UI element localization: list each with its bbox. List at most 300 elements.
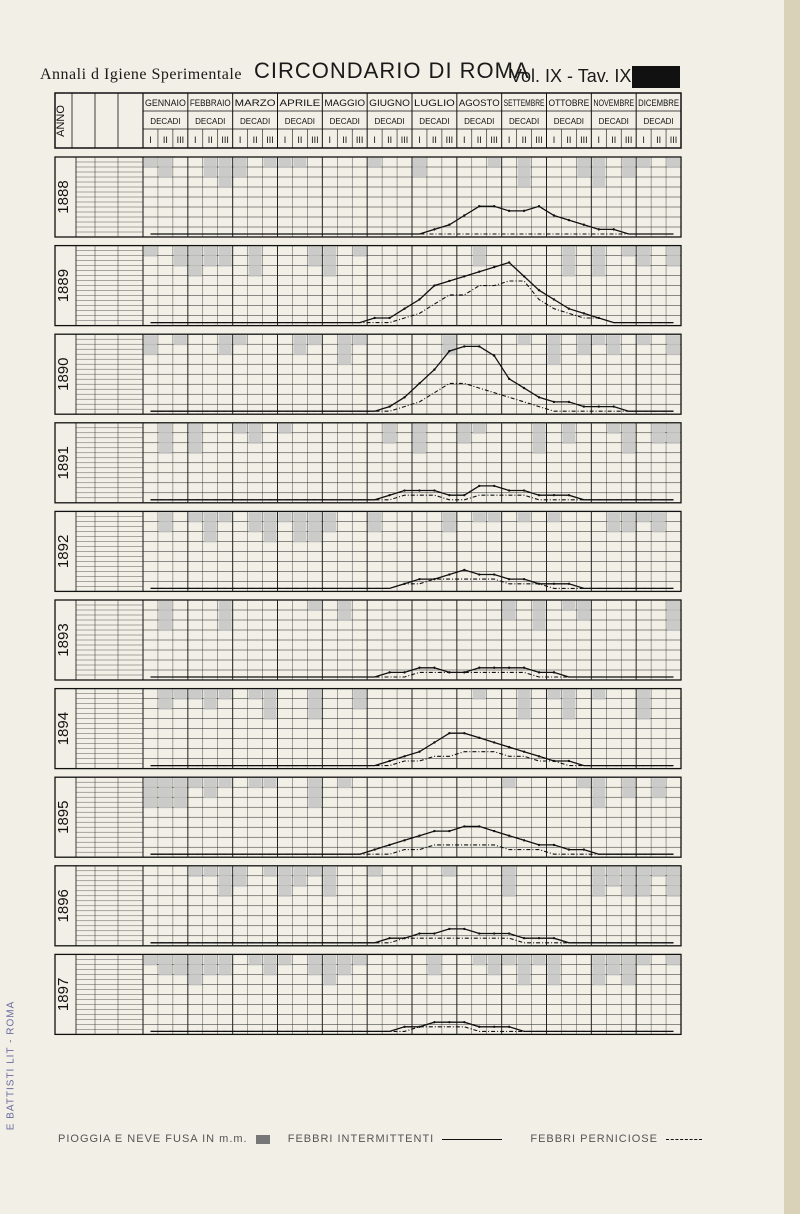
rain-bar [637,247,650,267]
year-label: 1889 [54,268,72,303]
rain-bar [607,512,620,532]
rain-bar [249,778,262,788]
rain-bar [279,424,292,434]
month-header-11: NOVEMBRE [593,98,635,108]
intermittent-point [448,671,450,673]
rain-bar [249,247,262,277]
printer-credit: E BATTISTI LIT - ROMA [5,1000,17,1131]
month-header-7: LUGLIO [414,98,455,108]
month-header-8: AGOSTO [458,98,500,108]
intermittent-point [433,667,435,669]
intermittent-point [493,355,495,357]
rain-bar [652,424,665,444]
anno-header: ANNO [55,105,67,137]
intermittent-point [538,205,540,207]
rain-bar [189,690,202,700]
intermittent-point [523,387,525,389]
intermittent-point [613,405,615,407]
rain-bar [323,867,336,897]
intermittent-point [508,835,510,837]
intermittent-point [583,224,585,226]
rain-bar [174,955,187,975]
rain-bar [533,424,546,454]
intermittent-point [538,755,540,757]
intermittent-point [388,760,390,762]
rain-bar [443,512,456,532]
legend-rain-swatch [256,1135,270,1144]
intermittent-point [538,844,540,846]
rain-bar [249,424,262,444]
rain-bar [264,778,277,788]
decade-numeral: II [656,135,662,145]
rain-bar [503,955,516,965]
year-label: 1888 [54,180,72,214]
decadi-header: DECADI [553,117,585,126]
rain-bar [503,601,516,621]
intermittent-point [523,578,525,580]
decadi-header: DECADI [374,117,405,126]
intermittent-point [418,578,420,580]
intermittent-point [478,271,480,273]
intermittent-point [388,671,390,673]
decade-numeral: II [611,135,617,145]
intermittent-point [433,932,435,934]
rain-bar [637,512,650,522]
journal-title: Annali d Igiene Sperimentale [40,66,242,83]
decadi-header: DECADI [419,117,450,126]
rain-bar [159,158,172,178]
rain-bar [174,690,187,700]
year-panel-1892 [55,511,681,591]
intermittent-point [403,671,405,673]
intermittent-point [463,569,465,571]
legend [58,1133,702,1145]
intermittent-point [598,317,600,319]
rain-bar [592,955,605,985]
decade-numeral: I [597,135,601,145]
month-header-10: OTTOBRE [548,98,590,108]
intermittent-point [403,308,405,310]
rain-bar [577,158,590,178]
rain-bar [249,690,262,700]
rain-bar [219,955,232,975]
rain-bar [577,335,590,355]
rain-bar [622,778,635,798]
decade-numeral: I [552,135,556,145]
intermittent-point [373,317,375,319]
intermittent-point [433,284,435,286]
year-label: 1890 [54,357,72,391]
intermittent-point [553,671,555,673]
year-label: 1894 [54,711,72,746]
decade-numeral: I [149,135,152,145]
intermittent-point [478,1026,480,1028]
decade-numeral: II [162,135,168,145]
rain-bar [622,158,635,178]
intermittent-point [433,489,435,491]
rain-bar [607,867,620,887]
rain-bar [637,158,650,168]
month-header-9: SETTEMBRE [503,98,545,108]
intermittent-point [478,205,480,207]
month-header-2: FEBBRAIO [189,98,231,108]
rain-bar [308,778,321,808]
intermittent-point [523,937,525,939]
rain-bar [503,867,516,897]
intermittent-point [508,578,510,580]
year-label: 1895 [54,800,72,834]
decade-numeral: III [221,135,229,145]
intermittent-point [463,825,465,827]
rain-bar [204,690,217,710]
rain-bar [308,601,321,611]
legend-intermittent-line [442,1139,502,1140]
decade-numeral: I [642,135,645,145]
intermittent-point [523,751,525,753]
rain-bar [279,955,292,965]
rain-bar [592,690,605,700]
intermittent-point [403,396,405,398]
intermittent-point [388,317,390,319]
rain-bar [174,335,187,345]
rain-bar [622,247,635,257]
intermittent-point [553,214,555,216]
rain-bar [234,335,247,345]
intermittent-point [448,224,450,226]
volume-plate: Vol. IX - Tav. IX [510,66,632,86]
rain-bar [219,247,232,267]
month-header-12: DICEMBRE [638,98,679,108]
month-header-5: MAGGIO [324,98,366,108]
rain-bar [488,512,501,522]
rain-bar [592,778,605,808]
rain-bar [308,247,321,267]
decade-numeral: I [463,135,466,145]
rain-bar [338,335,351,365]
intermittent-point [613,228,615,230]
rain-bar [548,512,561,522]
decade-numeral: III [669,135,678,145]
intermittent-point [493,485,495,487]
legend-intermittent: FEBBRI INTERMITTENTI [287,1133,435,1145]
rain-bar [159,512,172,532]
rain-bar [592,335,605,345]
rain-bar [607,424,620,434]
decadi-header: DECADI [508,117,540,126]
rain-bar [204,778,217,798]
rain-bar [159,690,172,710]
intermittent-point [418,835,420,837]
intermittent-point [463,275,465,277]
intermittent-point [418,667,420,669]
decade-numeral: I [373,135,376,145]
rain-bar [533,601,546,631]
rain-bar [518,335,531,345]
rain-bar [308,512,321,542]
decade-numeral: II [476,135,482,145]
rain-bar [249,512,262,532]
intermittent-point [508,746,510,748]
rain-bar [637,867,650,897]
intermittent-point [523,210,525,212]
rain-bar [592,867,605,897]
rain-bar [159,424,172,454]
rain-bar [667,601,680,631]
rain-bar [189,867,202,877]
decade-numeral: II [342,135,348,145]
rain-bar [189,778,202,788]
intermittent-point [433,741,435,743]
rain-bar [353,955,366,965]
rain-bar [159,955,172,975]
intermittent-point [433,368,435,370]
decade-numeral: III [311,135,319,145]
rain-bar [189,424,202,454]
month-header-3: MARZO [234,98,276,108]
rain-bar [622,512,635,532]
intermittent-point [493,1026,495,1028]
rain-bar [518,690,531,720]
intermittent-point [388,405,390,407]
decade-numeral: II [387,135,393,145]
intermittent-point [388,844,390,846]
rain-bar [204,955,217,975]
intermittent-point [463,494,465,496]
rain-bar [652,778,665,798]
year-panel-1891 [55,423,681,503]
year-panel-1890 [55,334,681,414]
intermittent-point [463,214,465,216]
intermittent-point [403,489,405,491]
rain-bar [174,778,187,808]
rain-bar [518,955,531,985]
intermittent-point [568,401,570,403]
decade-numeral: II [521,135,527,145]
intermittent-point [523,667,525,669]
rain-bar [488,158,501,168]
intermittent-point [463,1021,465,1023]
intermittent-point [538,583,540,585]
intermittent-point [553,937,555,939]
rain-bar [264,867,277,877]
decadi-header: DECADI [464,117,495,126]
intermittent-point [523,275,525,277]
intermittent-point [403,583,405,585]
decade-numeral: I [194,135,197,145]
legend-pernicious-line [666,1139,702,1140]
rain-bar [458,424,471,444]
rain-bar [652,867,665,877]
decade-numeral: I [238,135,242,145]
intermittent-point [433,578,435,580]
decade-numeral: II [207,135,213,145]
intermittent-point [403,755,405,757]
intermittent-point [418,1026,420,1028]
intermittent-point [598,228,600,230]
rain-bar [533,955,546,965]
intermittent-point [448,830,450,832]
intermittent-point [463,732,465,734]
rain-bar [473,512,486,522]
month-header-1: GENNAIO [145,98,186,108]
intermittent-point [538,671,540,673]
rain-bar [413,424,426,454]
intermittent-point [463,671,465,673]
year-panel-1895 [55,777,681,857]
rain-bar [473,247,486,267]
intermittent-point [463,345,465,347]
rain-bar [264,690,277,720]
intermittent-point [403,937,405,939]
rain-bar [562,247,575,277]
rain-bar [368,867,381,877]
rain-bar [279,158,292,168]
rain-bar [473,955,486,965]
intermittent-point [448,732,450,734]
decade-numeral: I [328,135,332,145]
decadi-header: DECADI [643,117,674,126]
decade-numeral: I [283,135,287,145]
intermittent-point [403,1026,405,1028]
decadi-header: DECADI [195,117,226,126]
rain-bar [279,512,292,522]
rain-bar [144,778,157,808]
decade-numeral: II [252,135,258,145]
rain-bar [577,601,590,621]
intermittent-point [583,405,585,407]
rain-bar [264,512,277,542]
intermittent-point [568,308,570,310]
decadi-header: DECADI [150,117,181,126]
rain-bar [592,158,605,188]
decade-numeral: III [580,135,588,145]
rain-bar [652,512,665,532]
rain-bar [368,158,381,168]
year-label: 1892 [54,534,72,569]
intermittent-point [568,848,570,850]
rain-bar [144,335,157,355]
intermittent-point [538,937,540,939]
rain-bar [353,690,366,710]
year-label: 1897 [54,977,72,1012]
rain-bar [353,335,366,345]
rain-bar [144,158,157,168]
intermittent-point [583,848,585,850]
intermittent-point [568,760,570,762]
intermittent-point [403,839,405,841]
intermittent-point [418,751,420,753]
intermittent-point [553,494,555,496]
decadi-header: DECADI [598,117,629,126]
rain-bar [204,247,217,267]
decadi-header: DECADI [329,117,360,126]
rain-bar [219,690,232,700]
rain-bar [308,335,321,345]
rain-bar [144,247,157,257]
rain-bar [219,867,232,897]
month-header-4: APRILE [279,98,321,108]
rain-bar [174,247,187,267]
rain-bar [637,955,650,965]
rain-bar [607,335,620,355]
intermittent-point [508,667,510,669]
rain-bar [234,867,247,887]
intermittent-point [448,280,450,282]
intermittent-point [448,350,450,352]
decade-numeral: III [490,135,498,145]
intermittent-point [508,378,510,380]
rain-bar [503,778,516,788]
intermittent-point [418,932,420,934]
rain-bar [353,247,366,257]
rain-bar [607,955,620,975]
year-panel-1893 [55,600,681,680]
rain-bar [323,512,336,532]
intermittent-point [478,345,480,347]
rain-bar [219,601,232,631]
rain-bar [308,690,321,720]
intermittent-point [493,741,495,743]
rain-bar [338,955,351,975]
intermittent-point [478,737,480,739]
intermittent-point [433,830,435,832]
intermittent-point [418,298,420,300]
intermittent-point [538,289,540,291]
rain-bar [562,424,575,444]
intermittent-point [553,401,555,403]
intermittent-point [493,573,495,575]
rain-bar [264,158,277,168]
intermittent-point [508,489,510,491]
rain-bar [413,158,426,178]
page-title: CIRCONDARIO DI ROMA [254,58,530,83]
intermittent-point [478,825,480,827]
intermittent-point [478,667,480,669]
rain-bar [293,158,306,168]
rain-bar [234,158,247,178]
rain-bar [577,778,590,788]
decade-numeral: III [624,135,633,145]
intermittent-point [493,932,495,934]
intermittent-point [568,583,570,585]
rain-bar [473,690,486,700]
decade-numeral: III [445,135,454,145]
rain-bar [548,690,561,700]
legend-pernicious: FEBBRI PERNICIOSE [530,1133,658,1145]
decade-numeral: III [535,135,543,145]
decade-numeral: III [400,135,409,145]
rain-bar [204,512,217,542]
intermittent-point [493,667,495,669]
rain-bar [219,158,232,188]
decadi-header: DECADI [284,117,316,126]
rain-bar [264,955,277,975]
rain-bar [219,335,232,355]
intermittent-point [448,494,450,496]
intermittent-point [523,489,525,491]
rain-bar [667,955,680,965]
year-label: 1891 [54,446,72,480]
rain-bar [592,247,605,277]
rain-bar [189,955,202,985]
intermittent-point [508,932,510,934]
rain-bar [518,512,531,522]
intermittent-point [553,583,555,585]
intermittent-point [583,312,585,314]
rain-bar [488,955,501,975]
intermittent-point [478,573,480,575]
rain-bar [473,424,486,434]
